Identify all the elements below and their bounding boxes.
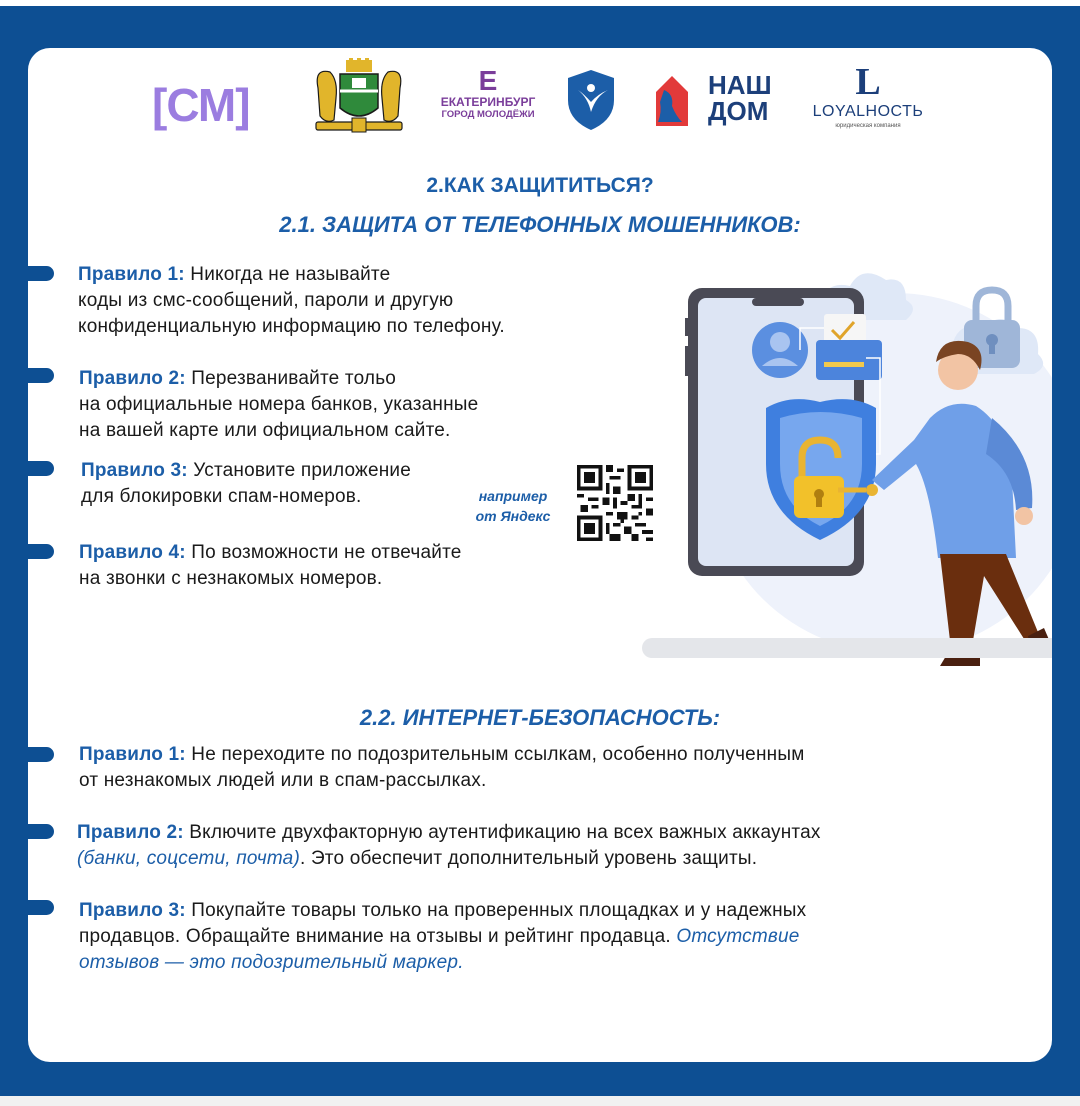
- coat-of-arms-logo: [312, 58, 406, 136]
- phone-rule-4: Правило 4: По возможности не отвечайте на звонки с незнакомых номеров.: [79, 542, 462, 589]
- phone-section-title: 2.1. ЗАЩИТА ОТ ТЕЛЕФОННЫХ МОШЕННИКОВ:: [279, 212, 801, 237]
- rule-label: Правило 1:: [79, 744, 186, 765]
- loyal-sub: юридическая компания: [835, 123, 901, 129]
- internet-section-title: 2.2. ИНТЕРНЕТ-БЕЗОПАСНОСТЬ:: [359, 705, 721, 730]
- rule-label: Правило 3:: [79, 900, 186, 921]
- rule-label: Правило 3:: [81, 460, 188, 481]
- phone-rule-3: Правило 3: Установите приложение для блокировки спам-номеров.: [81, 460, 412, 507]
- top-strip: [0, 0, 1080, 6]
- loyal-name: LOYALНОСТЬ: [812, 103, 924, 120]
- bullet-marker: [28, 824, 54, 839]
- bullet-marker: [28, 900, 54, 915]
- internet-rule-1: Правило 1: Не переходите по подозрительным ссылкам, особенно полученным от незнакомых людей или в спам-рассылках.: [79, 744, 805, 791]
- bullet-marker: [28, 461, 54, 476]
- ekb-emblem: Е: [478, 65, 498, 96]
- app-note: например от Яндекс: [475, 488, 551, 524]
- nash-line1: НАШ: [708, 70, 772, 100]
- bullet-marker: [28, 266, 54, 281]
- bullet-marker: [28, 747, 54, 762]
- bullet-marker: [28, 368, 54, 383]
- phone-illustration: [640, 258, 1052, 668]
- internet-rule-2: Правило 2: Включите двухфакторную аутентификацию на всех важных аккаунтах (банки, соцсети, почта). Это обеспечит дополнительный уровень защиты.: [77, 822, 821, 869]
- rule-label: Правило 2:: [77, 822, 184, 843]
- section-title: 2.КАК ЗАЩИТИТЬСЯ?: [426, 174, 654, 197]
- bird-shield-logo: [564, 68, 618, 132]
- nash-dom-logo: [708, 72, 772, 124]
- phone-rule-2: Правило 2: Перезванивайте тольо на официальные номера банков, указанные на вашей карте или официальном сайте.: [79, 368, 479, 441]
- ground-line: [642, 638, 1052, 658]
- ekb-youth-logo: [432, 66, 544, 121]
- nash-line2: ДОМ: [708, 96, 769, 126]
- info-card: [28, 48, 1052, 1062]
- bottom-strip: [0, 1096, 1080, 1106]
- loyalnost-logo: [808, 62, 928, 130]
- loyal-emblem: L: [855, 61, 881, 103]
- bullet-marker: [28, 544, 54, 559]
- rule-label: Правило 1:: [78, 264, 185, 285]
- cm-logo: [СМ]: [152, 79, 250, 131]
- nash-dom-house-icon: [652, 72, 692, 128]
- ekb-line1: ЕКАТЕРИНБУРГ: [440, 95, 536, 109]
- phone-rule-1: Правило 1: Никогда не называйте коды из смс-сообщений, пароли и другую конфиденциальную информацию по телефону.: [78, 264, 505, 337]
- rule-label: Правило 2:: [79, 368, 186, 389]
- ekb-line2: ГОРОД МОЛОДЁЖИ: [441, 109, 535, 120]
- internet-rule-3: Правило 3: Покупайте товары только на проверенных площадках и у надежных продавцов. Обращайте внимание на отзывы и рейтинг продавца. Отсутствие отзывов — это подозрительный маркер.: [79, 900, 807, 973]
- logos-row: [28, 48, 1052, 158]
- rule-label: Правило 4:: [79, 542, 186, 563]
